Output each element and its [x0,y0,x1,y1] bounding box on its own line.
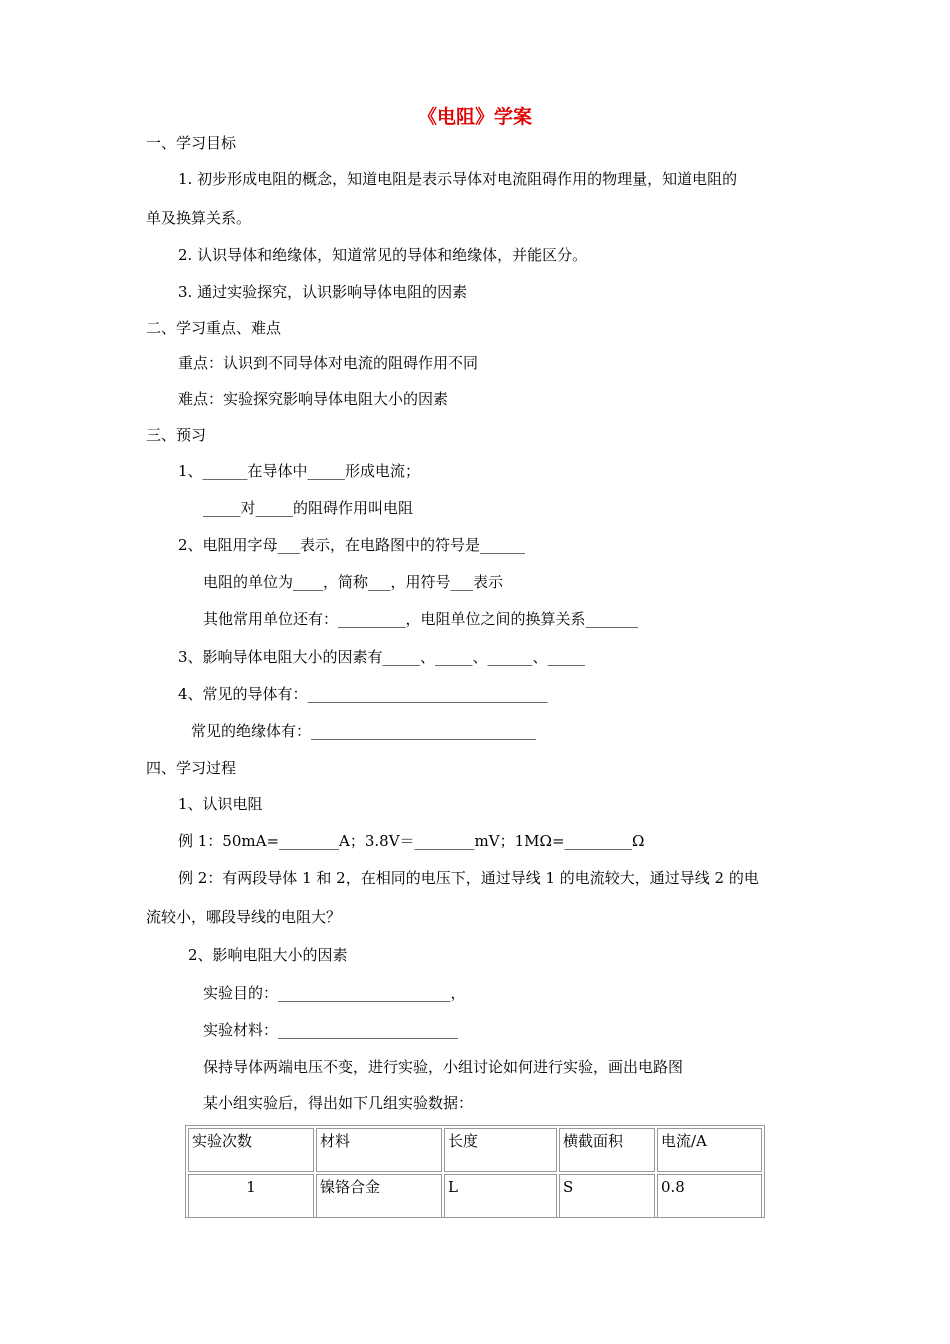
fill-blank-line: 4、常见的导体有：________________________________ [178,685,548,703]
fill-blank-line: 3、影响导体电阻大小的因素有_____、_____、______、_____ [178,648,586,666]
paragraph-line: 某小组实验后，得出如下几组实验数据： [203,1094,474,1112]
table-header-cell: 长度 [444,1128,557,1172]
fill-blank-line: 常见的绝缘体有：______________________________ [191,722,537,740]
paragraph-line: 重点：认识到不同导体对电流的阻碍作用不同 [178,354,479,372]
paragraph-line: 单及换算关系。 [146,209,252,227]
table-cell: L [444,1174,557,1218]
example-line: 例 2：有两段导体 1 和 2，在相同的电压下，通过导线 1 的电流较大，通过导线 2 的电 [178,869,759,887]
paragraph-line: 2、影响电阻大小的因素 [188,946,348,964]
table-row [188,1174,762,1218]
fill-blank-line: 1、______在导体中_____形成电流； [178,462,421,480]
table-header-cell: 横截面积 [559,1128,655,1172]
table-cell: 0.8 [657,1174,762,1218]
table-header-cell: 材料 [316,1128,442,1172]
fill-blank-line: 其他常用单位还有：_________，电阻单位之间的换算关系_______ [203,610,639,628]
paragraph-line: 1、认识电阻 [178,795,263,813]
section-heading: 三、预习 [146,426,207,444]
fill-blank-line: 电阻的单位为____，简称___，用符号___表示 [203,573,504,591]
fill-blank-line: 实验材料：________________________ [203,1021,459,1039]
paragraph-line: 流较小，哪段导线的电阻大？ [146,908,342,926]
section-heading: 四、学习过程 [146,759,237,777]
table-header-row [188,1128,762,1172]
data-table [185,1125,765,1218]
example-line: 例 1：50mA=________A；3.8V＝________mV；1MΩ=_________Ω [178,832,645,850]
table-cell: 1 [188,1174,314,1218]
paragraph-line: 3. 通过实验探究，认识影响导体电阻的因素 [178,283,468,301]
page-title: 《电阻》学案 [417,106,532,128]
section-heading: 一、学习目标 [146,134,237,152]
table-cell: 镍铬合金 [316,1174,442,1218]
fill-blank-line: 2、电阻用字母___表示，在电路图中的符号是______ [178,536,526,554]
table-header-cell: 实验次数 [188,1128,314,1172]
fill-blank-line: _____对_____的阻碍作用叫电阻 [203,499,414,517]
paragraph-line: 1. 初步形成电阻的概念，知道电阻是表示导体对电流阻碍作用的物理量，知道电阻的 [178,170,738,188]
table-header-cell: 电流/A [657,1128,762,1172]
paragraph-line: 保持导体两端电压不变，进行实验，小组讨论如何进行实验，画出电路图 [203,1058,684,1076]
fill-blank-line: 实验目的：_______________________， [203,984,466,1002]
table-cell: S [559,1174,655,1218]
paragraph-line: 2. 认识导体和绝缘体，知道常见的导体和绝缘体，并能区分。 [178,246,588,264]
section-heading: 二、学习重点、难点 [146,319,282,337]
paragraph-line: 难点：实验探究影响导体电阻大小的因素 [178,390,449,408]
